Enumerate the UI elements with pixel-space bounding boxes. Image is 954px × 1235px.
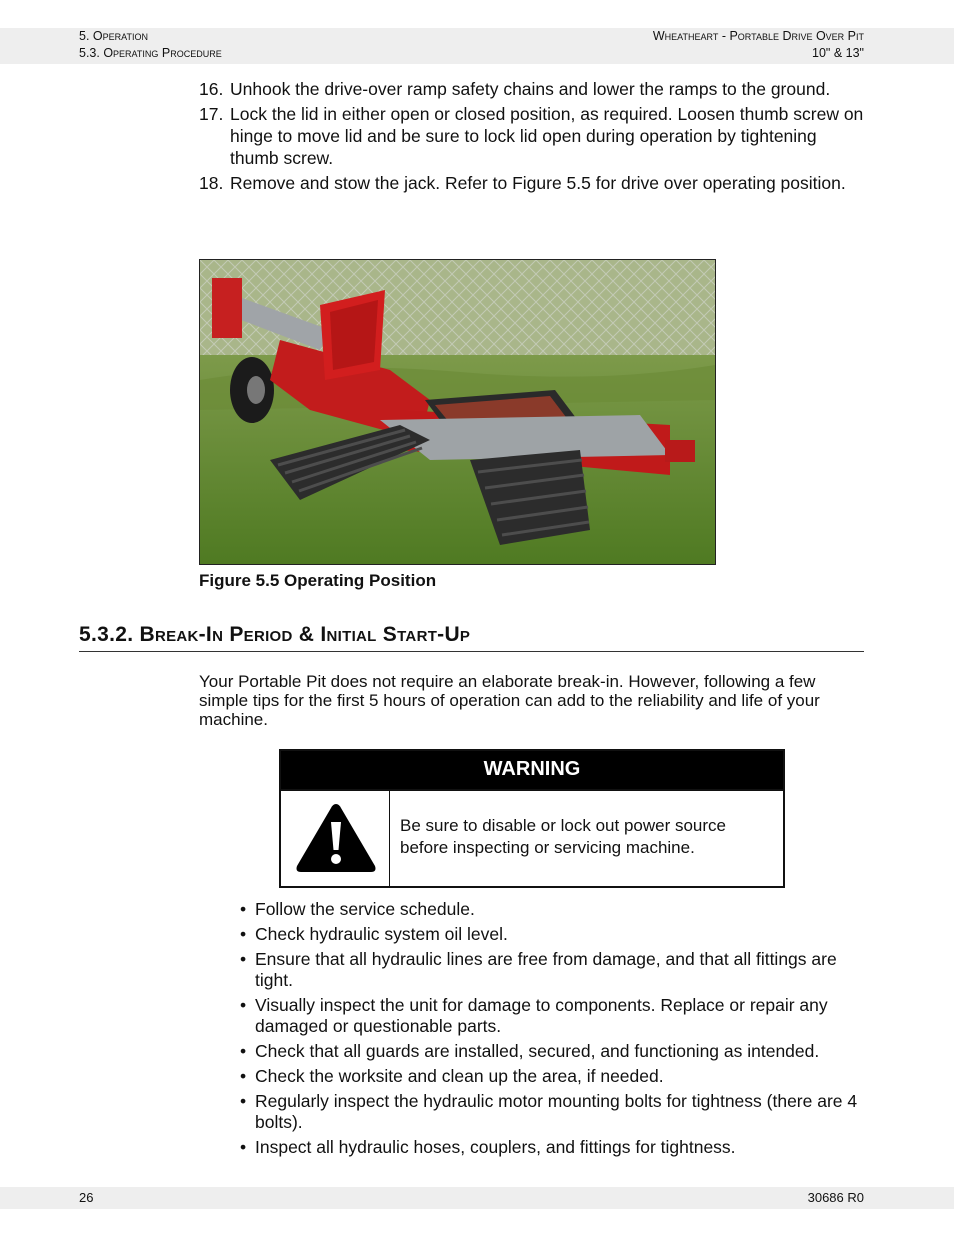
page-number: 26 (79, 1190, 94, 1205)
header-product: Wheatheart - Portable Drive Over Pit (652, 29, 864, 43)
list-item (240, 949, 870, 991)
warning-icon-cell (281, 791, 390, 888)
list-item-text: Follow the service schedule. (255, 899, 475, 919)
warning-triangle-icon (295, 802, 377, 874)
warning-body (281, 789, 783, 888)
list-item-text: Check hydraulic system oil level. (255, 924, 508, 944)
section-title: 5.3.2. Break-In Period & Initial Start-Up (79, 622, 864, 652)
warning-heading: WARNING (281, 751, 783, 789)
bullet-icon: • (240, 1091, 247, 1111)
list-item (240, 1137, 870, 1158)
list-item-text: Ensure that all hydraulic lines are free from damage, and that all fittings are tight. (255, 949, 837, 990)
list-item (240, 899, 870, 920)
step-number: 17. (199, 104, 224, 124)
list-item (240, 924, 870, 945)
step-text: Remove and stow the jack. Refer to Figure 5.5 for drive over operating position. (230, 173, 846, 193)
list-item (240, 1066, 870, 1087)
figure-caption: Figure 5.5 Operating Position (199, 571, 437, 590)
bullet-icon: • (240, 949, 247, 969)
step-text: Unhook the drive-over ramp safety chains and lower the ramps to the ground. (230, 79, 831, 99)
operating-position-illustration (200, 260, 715, 564)
procedure-steps (199, 78, 869, 197)
bullet-icon: • (240, 924, 247, 944)
warning-text: Be sure to disable or lock out power source before inspecting or servicing machine. (400, 816, 727, 857)
list-item (240, 1091, 870, 1133)
step-number: 16. (199, 79, 224, 99)
list-item-text: Check the worksite and clean up the area, if needed. (255, 1066, 664, 1086)
list-item-text: Regularly inspect the hydraulic motor mounting bolts for tightness (there are 4 bolts). (255, 1091, 858, 1132)
bullet-icon: • (240, 899, 247, 919)
bullet-icon: • (240, 995, 247, 1015)
bullet-icon: • (240, 1041, 247, 1061)
list-item-text: Check that all guards are installed, secured, and functioning as intended. (255, 1041, 820, 1061)
bullet-icon: • (240, 1137, 247, 1157)
list-item-text: Inspect all hydraulic hoses, couplers, and fittings for tightness. (255, 1137, 736, 1157)
step-item (199, 103, 869, 169)
operating-position-photo (199, 259, 716, 565)
list-item (240, 995, 870, 1037)
step-text: Lock the lid in either open or closed position, as required. Loosen thumb screw on hinge to move lid and be sure to lock lid open during operation by tightening thumb screw. (230, 104, 864, 168)
break-in-tips-list (240, 899, 870, 1162)
list-item-text: Visually inspect the unit for damage to components. Replace or repair any damaged or questionable parts. (255, 995, 828, 1036)
header-chapter: 5. Operation (79, 29, 148, 43)
warning-box (279, 749, 785, 888)
step-number: 18. (199, 173, 224, 193)
header-model-sizes: 10" & 13" (812, 46, 864, 60)
bullet-icon: • (240, 1066, 247, 1086)
section-intro: Your Portable Pit does not require an elaborate break-in. However, following a few simple tips for the first 5 hours of operation can add to the reliability and life of your machine. (199, 672, 820, 729)
list-item (240, 1041, 870, 1062)
header-subsection: 5.3. Operating Procedure (79, 46, 222, 60)
step-item (199, 78, 869, 100)
step-item (199, 172, 869, 194)
document-number: 30686 R0 (807, 1190, 864, 1205)
